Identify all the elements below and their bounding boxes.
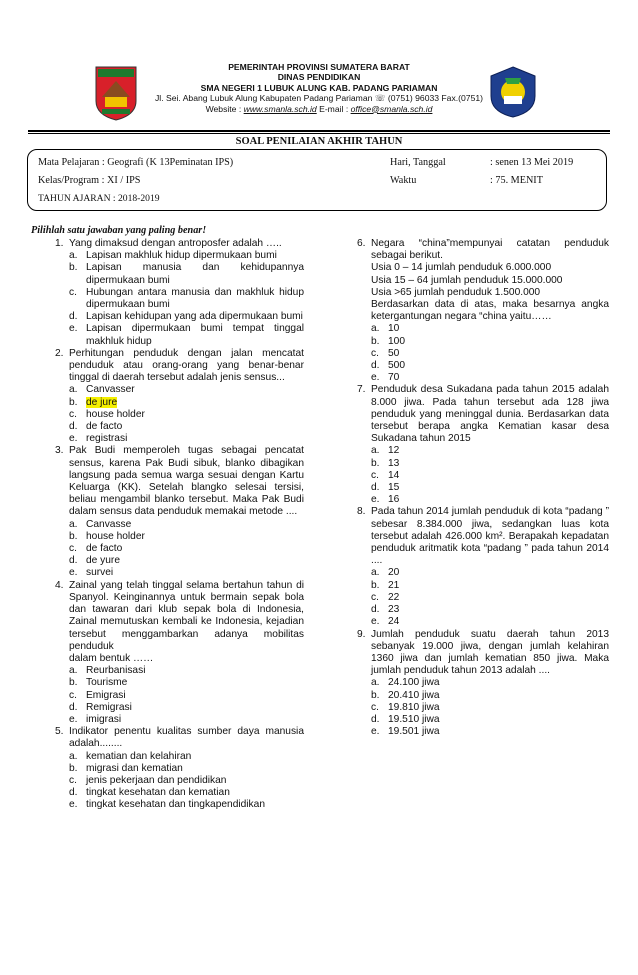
answer-option[interactable]: [357, 567, 609, 579]
answer-option[interactable]: [357, 702, 609, 714]
option-letter: c.: [69, 689, 77, 701]
question-stem: [55, 445, 304, 518]
option-text: 50: [388, 347, 400, 359]
option-text: 500: [388, 360, 405, 372]
answer-option[interactable]: [357, 445, 609, 457]
question-text: Indikator penentu kualitas sumber daya manusia adalah........: [69, 726, 304, 750]
answer-option[interactable]: [55, 531, 304, 543]
option-letter: c.: [69, 286, 77, 298]
option-text: 19.510 jiwa: [388, 713, 440, 725]
option-text: 19.501 jiwa: [388, 726, 440, 738]
question-number: 4.: [55, 579, 64, 591]
option-letter: d.: [69, 555, 78, 567]
option-text: Remigrasi: [86, 701, 132, 713]
option-text: house holder: [86, 408, 145, 420]
option-letter: c.: [371, 701, 379, 713]
option-text: jenis pekerjaan dan pendidikan: [86, 774, 227, 786]
answer-option[interactable]: [55, 287, 304, 311]
option-letter: e.: [69, 713, 78, 725]
answer-option[interactable]: [55, 567, 304, 579]
option-letter: a.: [69, 250, 78, 262]
question-item: [55, 726, 304, 811]
answer-option[interactable]: [55, 555, 304, 567]
questions-right-column: [357, 238, 609, 738]
question-data-line: Usia 15 – 64 jumlah penduduk 15.000.000: [371, 274, 563, 286]
answer-option[interactable]: [55, 250, 304, 262]
answer-option[interactable]: [357, 470, 609, 482]
question-text: Pak Budi memperoleh tugas sebagai pencatat sensus, karena Pak Budi sibuk, blanko dibagikan langsung pada semua warga sesuai dengan Kartu Keluarga (KK). Setelah blangko selesai tersisi, beliau mengambil blanko tersebut. Maka Pak Budi dalam sensus data penduduk memakai metode ....: [69, 445, 304, 518]
option-letter: b.: [69, 396, 78, 408]
question-stem: [357, 629, 609, 678]
question-extra-text: dalam bentuk ……: [69, 652, 154, 664]
option-letter: a.: [371, 323, 380, 335]
option-letter: e.: [69, 323, 78, 335]
option-text: 13: [388, 457, 400, 469]
question-number: 7.: [357, 384, 366, 396]
answer-option[interactable]: [55, 409, 304, 421]
option-letter: e.: [371, 372, 380, 384]
question-data-line: Berdasarkan data di atas, maka besarnya angka ketergantungan negara “china yaitu……: [371, 299, 609, 323]
option-letter: e.: [371, 726, 380, 738]
question-text: Perhitungan penduduk dengan jalan mencatat penduduk atau orang-orang yang benar-benar tinggal di daerah tersebut adalah jenis sensus...: [69, 347, 304, 384]
option-text: Lapisan kehidupan yang ada dipermukaan bumi: [86, 311, 303, 323]
answer-option[interactable]: [357, 592, 609, 604]
option-text: registrasi: [86, 433, 128, 445]
option-text: 20.410 jiwa: [388, 689, 440, 701]
option-text: 21: [388, 579, 400, 591]
answer-option[interactable]: [357, 360, 609, 372]
option-letter: b.: [371, 689, 380, 701]
answer-option[interactable]: [357, 677, 609, 689]
option-text: 100: [388, 335, 405, 347]
subject-field: Mata Pelajaran : Geografi (K 13Peminatan IPS): [38, 157, 234, 168]
answer-option[interactable]: [357, 690, 609, 702]
option-text: 20: [388, 567, 400, 579]
option-text: Emigrasi: [86, 689, 126, 701]
option-letter: d.: [371, 604, 380, 616]
question-item: [357, 629, 609, 739]
option-text: Reurbanisasi: [86, 665, 146, 677]
option-letter: b.: [69, 530, 78, 542]
question-stem: [55, 348, 304, 385]
option-text: survei: [86, 567, 114, 579]
option-text: Hubungan antara manusia dan makhluk hidup dipermukaan bumi: [86, 286, 304, 311]
answer-option[interactable]: [55, 421, 304, 433]
option-letter: c.: [371, 469, 379, 481]
option-letter: b.: [371, 335, 380, 347]
answer-option[interactable]: [357, 458, 609, 470]
question-data-line: Usia 0 – 14 jumlah penduduk 6.000.000: [371, 262, 552, 274]
question-number: 9.: [357, 628, 366, 640]
answer-option[interactable]: [55, 714, 304, 726]
answer-option[interactable]: [55, 519, 304, 531]
answer-option[interactable]: [357, 616, 609, 628]
question-text: Zainal yang telah tinggal selama bertahun tahun di Spanyol. Keinginannya untuk bermain sepak bola dan tawaran dari klub sepak bola di Indonesia, Zainal memutuskan kembali ke Indonesia, kejadian tersebut menggambarkan adanya mobilitas penduduk: [69, 579, 304, 652]
option-text: migrasi dan kematian: [86, 762, 183, 774]
question-data-line: Usia >65 jumlah penduduk 1.500.000: [371, 286, 541, 298]
option-text: Canvasser: [86, 384, 135, 396]
question-stem: [55, 726, 304, 750]
answer-option[interactable]: [357, 372, 609, 384]
option-letter: d.: [69, 701, 78, 713]
time-label: Waktu: [390, 175, 417, 186]
answer-option[interactable]: [357, 580, 609, 592]
option-letter: d.: [69, 787, 78, 799]
option-text: Tourisme: [86, 677, 128, 689]
option-text: de yure: [86, 555, 120, 567]
header-line-1: PEMERINTAH PROVINSI SUMATERA BARAT: [228, 62, 410, 72]
option-text: 15: [388, 482, 400, 494]
option-text: imigrasi: [86, 713, 122, 725]
question-number: 6.: [357, 238, 366, 249]
question-stem: [55, 580, 304, 653]
answer-option[interactable]: [55, 751, 304, 763]
answer-option[interactable]: [357, 348, 609, 360]
class-field: Kelas/Program : XI / IPS: [38, 175, 141, 186]
website-link[interactable]: www.smanla.sch.id: [243, 103, 317, 114]
option-letter: d.: [69, 421, 78, 433]
header-line-2: DINAS PENDIDIKAN: [277, 72, 361, 83]
option-text: 16: [388, 494, 400, 506]
exam-info-box: [27, 149, 607, 211]
question-stem: [357, 238, 609, 262]
header-line-3: SMA NEGERI 1 LUBUK ALUNG KAB. PADANG PARIAMAN: [200, 82, 438, 93]
option-letter: e.: [69, 799, 78, 811]
question-number: 8.: [357, 506, 366, 518]
option-letter: e.: [69, 433, 78, 445]
highlighted-answer: de jure: [86, 396, 118, 408]
question-item: [55, 445, 304, 579]
email-label: E-mail :: [316, 103, 351, 114]
answer-option[interactable]: [55, 787, 304, 799]
question-number: 1.: [55, 238, 64, 249]
option-text: 22: [388, 591, 400, 603]
exam-title: SOAL PENILAIAN AKHIR TAHUN: [235, 136, 403, 147]
option-text: 14: [388, 469, 400, 481]
header-divider-thin: [28, 133, 610, 134]
instruction: Pilihlah satu jawaban yang paling benar!: [31, 225, 207, 236]
option-text: 19.810 jiwa: [388, 701, 440, 713]
answer-option[interactable]: [55, 433, 304, 445]
answer-option[interactable]: [55, 665, 304, 677]
letterhead: [0, 62, 638, 114]
option-letter: b.: [371, 457, 380, 469]
answer-option[interactable]: [55, 262, 304, 286]
option-letter: a.: [69, 384, 78, 396]
question-stem: [357, 384, 609, 445]
time-value: : 75. MENIT: [490, 175, 543, 186]
answer-option[interactable]: [357, 482, 609, 494]
question-text: Pada tahun 2014 jumlah penduduk di kota “padang ” sebesar 8.384.000 jiwa, sedangkan luas kota tersebut adalah 426.000 km². Berapakah kepadatan penduduk aritmatik kota “padang ” pada tahun 2014 ....: [371, 506, 609, 567]
option-text: 23: [388, 604, 400, 616]
answer-option[interactable]: [55, 763, 304, 775]
answer-option[interactable]: [55, 323, 304, 347]
option-text: [86, 397, 304, 409]
option-text: Lapisan makhluk hidup dipermukaan bumi: [86, 250, 277, 262]
option-text: de facto: [86, 421, 123, 433]
answer-option[interactable]: [55, 677, 304, 689]
option-letter: a.: [371, 445, 380, 457]
option-letter: e.: [371, 616, 380, 628]
answer-option[interactable]: [55, 775, 304, 787]
option-text: house holder: [86, 530, 145, 542]
question-number: 5.: [55, 726, 64, 738]
option-letter: a.: [69, 665, 78, 677]
date-value: : senen 13 Mei 2019: [490, 157, 574, 168]
question-stem: [55, 238, 304, 250]
question-number: 2.: [55, 347, 64, 359]
question-number: 3.: [55, 445, 64, 457]
option-letter: c.: [69, 543, 77, 555]
question-item: [357, 506, 609, 628]
answer-option[interactable]: [55, 799, 304, 811]
option-letter: b.: [69, 262, 78, 274]
answer-option[interactable]: [357, 323, 609, 335]
answer-option[interactable]: [55, 702, 304, 714]
option-letter: d.: [371, 713, 380, 725]
answer-option[interactable]: [357, 726, 609, 738]
website-label: Website :: [205, 103, 244, 114]
option-letter: b.: [69, 762, 78, 774]
answer-option[interactable]: [55, 311, 304, 323]
option-text: 70: [388, 372, 400, 384]
answer-option[interactable]: [357, 336, 609, 348]
option-letter: c.: [371, 347, 379, 359]
question-item: [357, 384, 609, 506]
answer-option[interactable]: [357, 714, 609, 726]
header-contact: [0, 104, 638, 114]
option-letter: a.: [69, 518, 78, 530]
option-letter: c.: [69, 408, 77, 420]
option-letter: b.: [371, 579, 380, 591]
option-text: tingkat kesehatan dan kematian: [86, 787, 230, 799]
question-item: [55, 580, 304, 726]
option-letter: c.: [69, 774, 77, 786]
answer-option[interactable]: [55, 690, 304, 702]
option-text: 24: [388, 616, 400, 628]
question-item: [55, 348, 304, 446]
questions-left-column: [55, 238, 304, 812]
option-letter: d.: [371, 360, 380, 372]
question-item: [357, 238, 609, 384]
header-address: Jl. Sei. Abang Lubuk Alung Kabupaten Padang Pariaman ☏ (0751) 96033 Fax.(0751): [155, 93, 483, 104]
option-text: Lapisan manusia dan kehidupannya dipermukaan bumi: [86, 262, 304, 286]
option-text: 12: [388, 445, 400, 457]
option-letter: e.: [69, 567, 78, 579]
option-letter: a.: [371, 567, 380, 579]
answer-option[interactable]: [55, 397, 304, 409]
question-text: Negara “china”mempunyai catatan penduduk sebagai berikut.: [371, 238, 609, 262]
option-letter: b.: [69, 677, 78, 689]
option-letter: e.: [371, 494, 380, 506]
option-letter: d.: [69, 311, 78, 323]
date-label: Hari, Tanggal: [390, 157, 446, 168]
option-letter: a.: [69, 750, 78, 762]
option-text: 10: [388, 323, 400, 335]
question-item: [55, 238, 304, 348]
header-divider: [28, 130, 610, 132]
option-text: 24.100 jiwa: [388, 677, 440, 689]
question-text: Yang dimaksud dengan antroposfer adalah …..: [69, 238, 282, 249]
option-text: Lapisan dipermukaan bumi tempat tinggal makhluk hidup: [86, 323, 304, 347]
academic-year-field: TAHUN AJARAN : 2018-2019: [38, 193, 160, 204]
answer-option[interactable]: [357, 604, 609, 616]
option-letter: a.: [371, 677, 380, 689]
option-letter: d.: [371, 482, 380, 494]
option-text: de facto: [86, 543, 123, 555]
question-text: Jumlah penduduk suatu daerah tahun 2013 sebanyak 19.000 jiwa, dengan jumlah kelahiran 1360 jiwa dan jumlah kematian 850 jiwa. Maka jumlah penduduk tahun 2013 adalah ....: [371, 628, 609, 677]
option-text: tingkat kesehatan dan tingkapendidikan: [86, 799, 265, 811]
option-letter: c.: [371, 591, 379, 603]
answer-option[interactable]: [55, 543, 304, 555]
question-stem: [357, 506, 609, 567]
answer-option[interactable]: [55, 384, 304, 396]
question-text: Penduduk desa Sukadana pada tahun 2015 adalah 8.000 jiwa. Pada tahun tersebut ada 128 jiwa penduduk yang meninggal dunia. Berdasarkan data tersebut berapa angka Kematian kasar desa Sukadana tahun 2015: [371, 384, 609, 445]
option-text: kematian dan kelahiran: [86, 750, 192, 762]
answer-option[interactable]: [357, 494, 609, 506]
email-link[interactable]: office@smanla.sch.id: [350, 103, 433, 114]
option-text: Canvasse: [86, 518, 132, 530]
